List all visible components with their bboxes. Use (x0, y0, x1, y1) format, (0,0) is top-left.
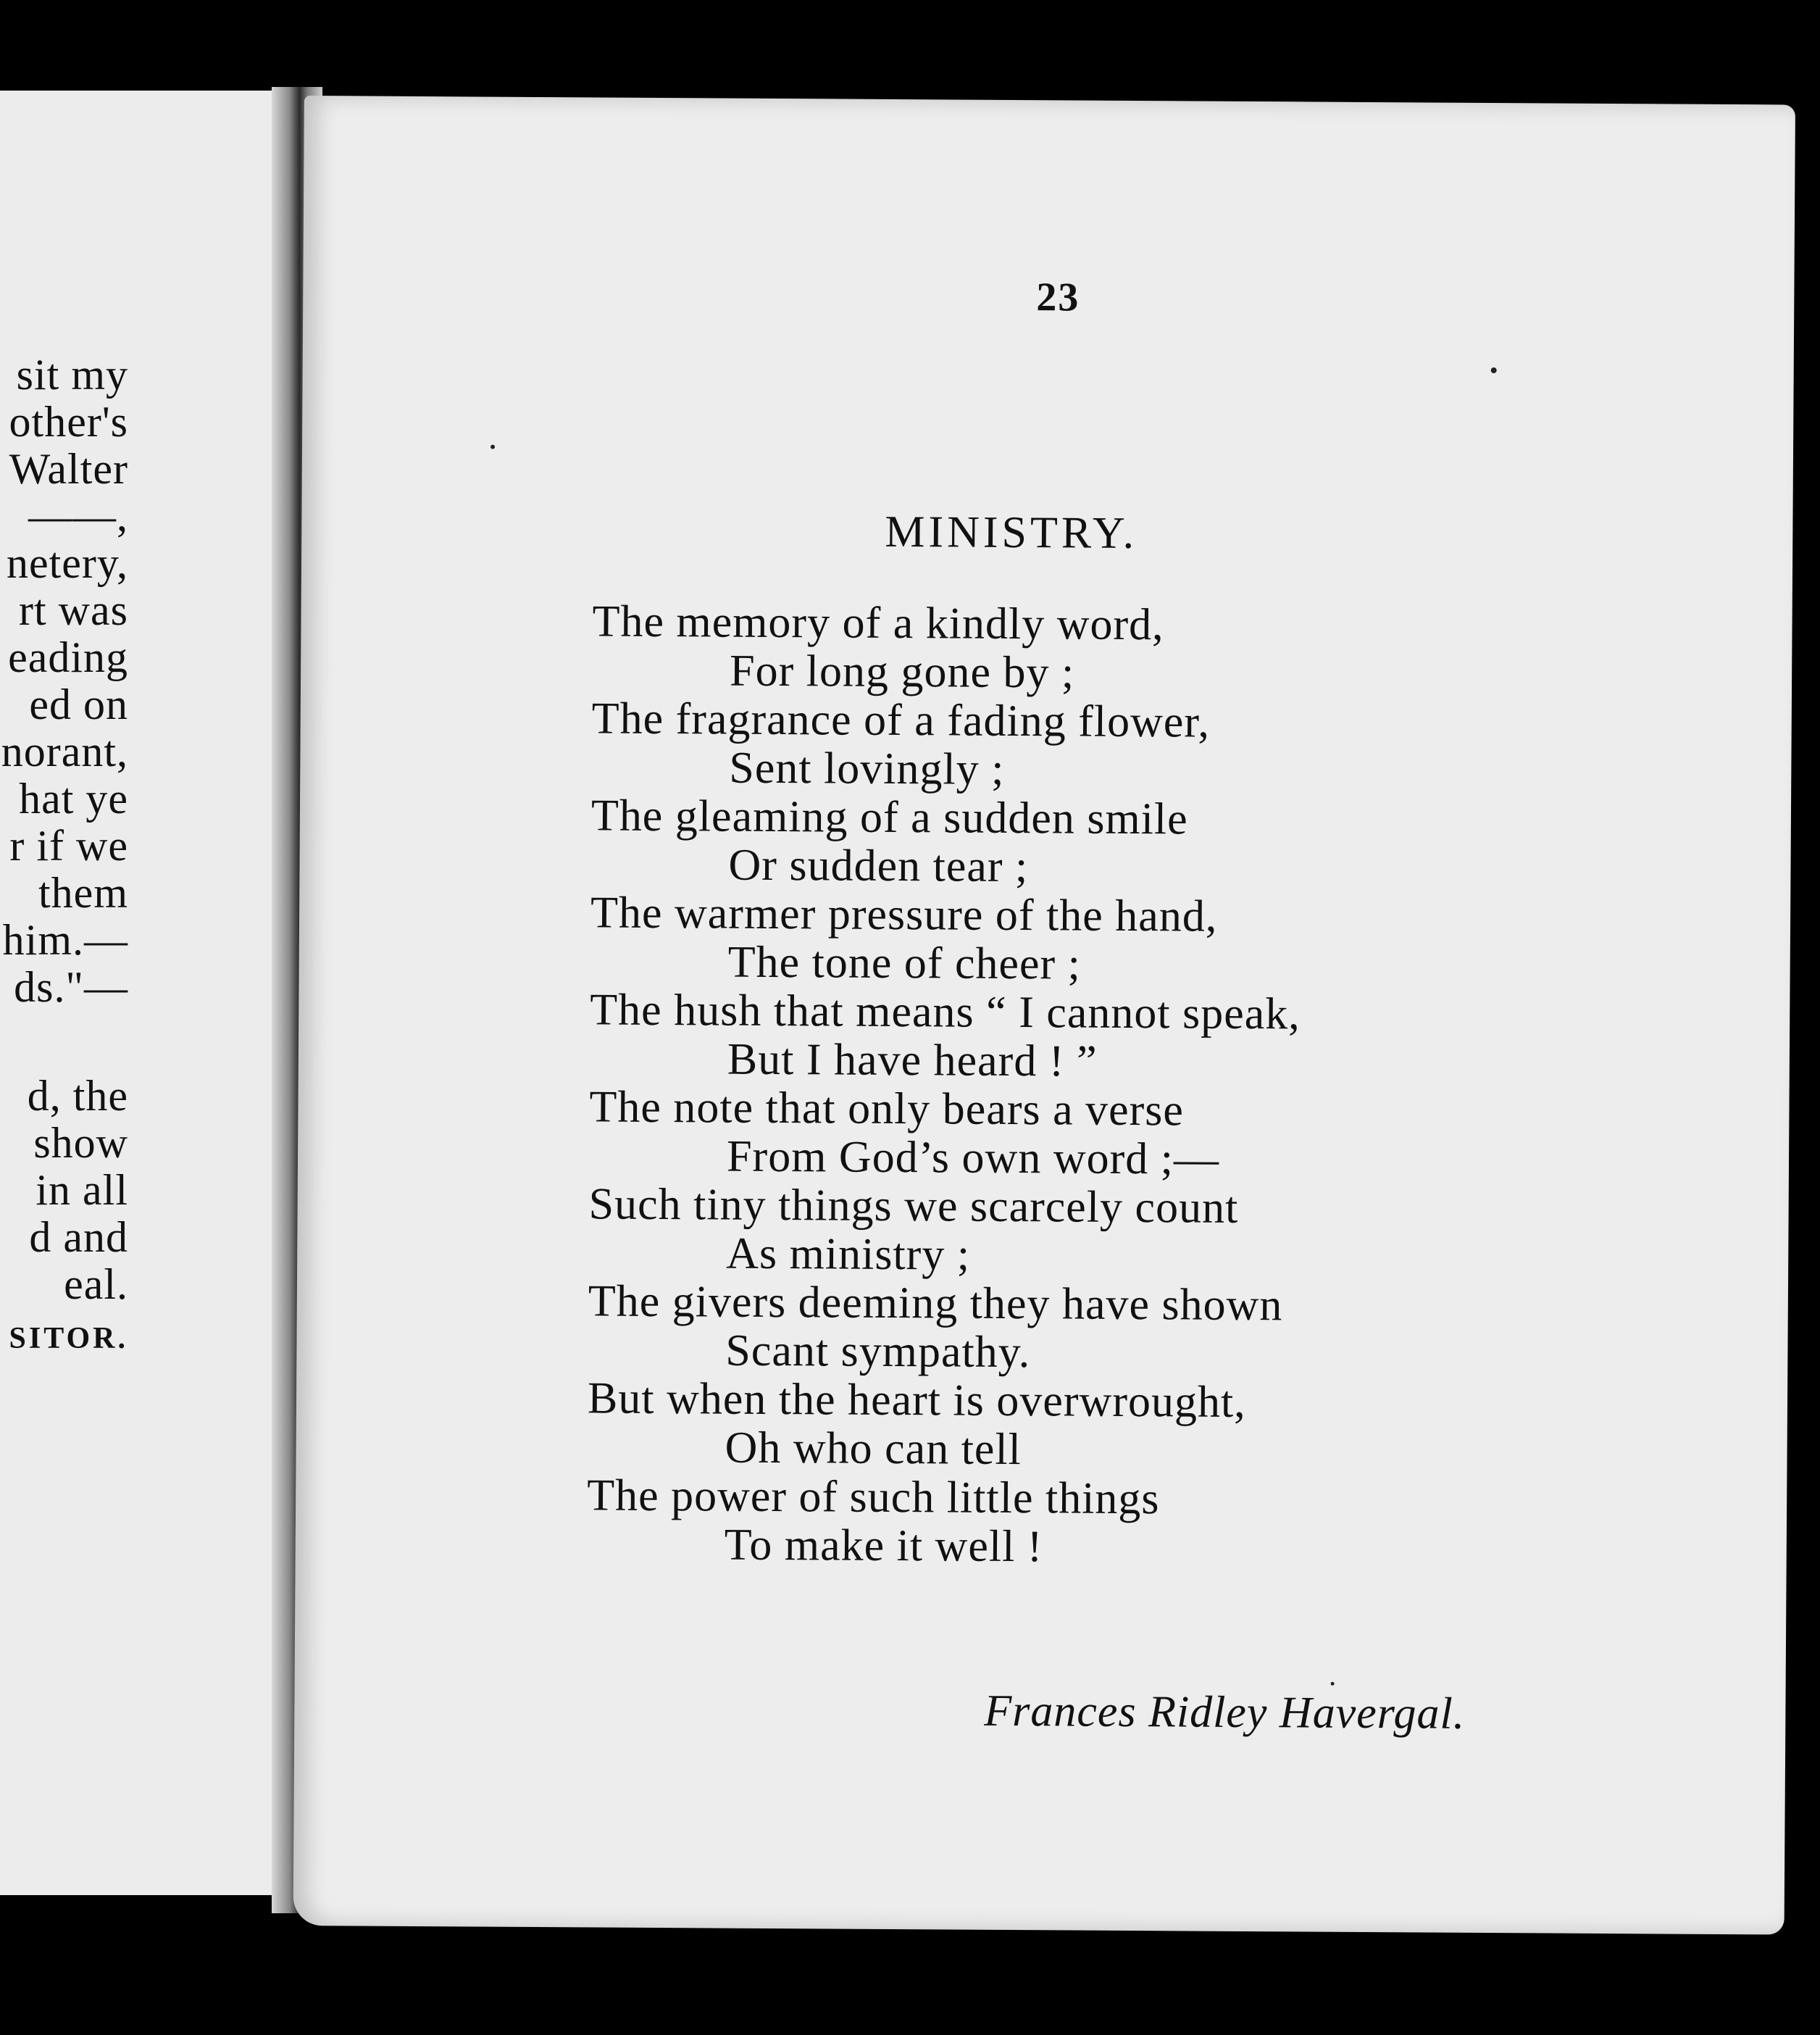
left-page-line: in all (36, 1166, 128, 1214)
left-page-line: him.— (2, 916, 128, 964)
poem-line: The hush that means “ I cannot speak, (590, 985, 1301, 1039)
poem-author: Frances Ridley Havergal. (984, 1686, 1466, 1739)
poem-line: For long gone by ; (729, 646, 1075, 698)
poem-body (587, 597, 1766, 1576)
poem-line: But I have heard ! ” (727, 1034, 1098, 1086)
poem-line: The tone of cheer ; (727, 937, 1082, 989)
left-page-line: Walter (9, 445, 128, 493)
poem-line: The note that only bears a verse (589, 1082, 1185, 1136)
left-page-line: eal. (64, 1260, 128, 1308)
poem-line: The gleaming of a sudden smile (590, 791, 1188, 844)
left-page-line: d, the (27, 1072, 128, 1120)
left-page-line: eading (8, 633, 128, 681)
left-page-line: ——, (28, 492, 128, 540)
poem-line: The givers deeming they have shown (588, 1276, 1283, 1331)
left-page-line: them (38, 869, 128, 917)
scan-speck (1331, 1682, 1335, 1686)
left-page-line: other's (9, 398, 128, 446)
poem-line: As ministry ; (726, 1228, 971, 1280)
poem-line: From God’s own word ;— (726, 1131, 1220, 1184)
poem-line: Scant sympathy. (725, 1326, 1031, 1378)
left-page-line: sit my (16, 351, 128, 399)
poem-line: Oh who can tell (725, 1423, 1022, 1475)
left-page-line: r if we (9, 822, 128, 870)
poem-line: Such tiny things we scarcely count (588, 1179, 1239, 1233)
right-page (293, 96, 1795, 1935)
left-page-signature: SITOR. (9, 1322, 128, 1355)
poem-line: The fragrance of a fading flower, (591, 694, 1211, 747)
poem-line: Sent lovingly ; (729, 743, 1005, 794)
poem-line: Or sudden tear ; (728, 840, 1029, 892)
left-page-line: netery, (6, 539, 128, 587)
left-page-line: rt was (19, 586, 128, 634)
left-page (0, 91, 293, 1895)
scan-speck (491, 445, 495, 449)
left-page-line: ed on (29, 681, 128, 728)
poem-line: To make it well ! (724, 1520, 1043, 1572)
scan-speck (1491, 367, 1497, 373)
poem-line: But when the heart is overwrought, (587, 1373, 1246, 1427)
poem-line: The warmer pressure of the hand, (590, 888, 1218, 941)
left-page-line: norant, (1, 728, 128, 775)
poem-line: The power of such little things (587, 1470, 1160, 1524)
poem-line: The memory of a kindly word, (592, 596, 1164, 650)
poem-title: MINISTRY. (885, 507, 1138, 559)
left-page-line: d and (29, 1213, 128, 1261)
left-page-line: hat ye (19, 775, 128, 823)
left-page-line: ds."— (14, 963, 128, 1011)
page-number: 23 (1036, 275, 1080, 320)
left-page-line: show (33, 1119, 128, 1167)
